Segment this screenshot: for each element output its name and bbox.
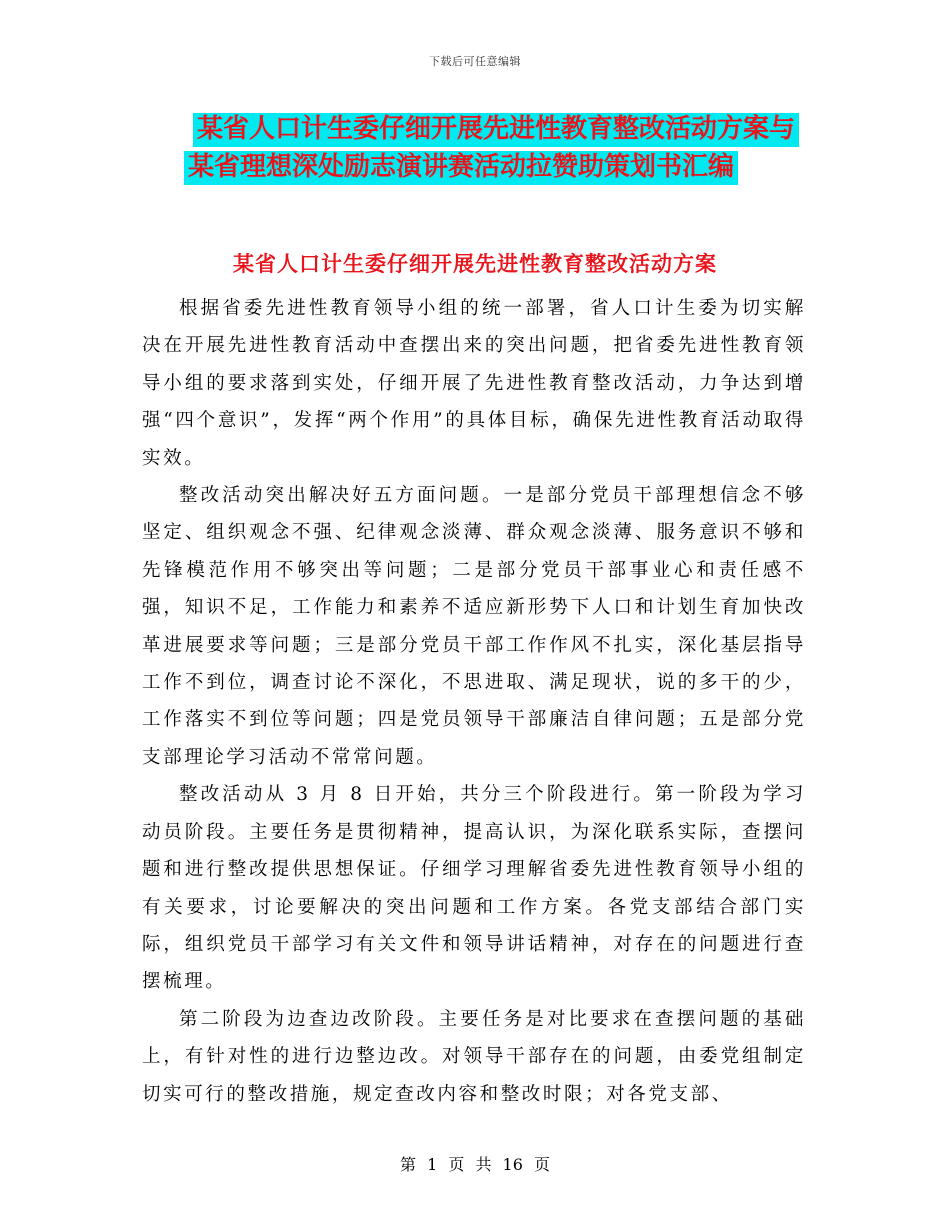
paragraph: 根据省委先进性教育领导小组的统一部署，省人口计生委为切实解决在开展先进性教育活动中查摆出来的突出问题，把省委先进性教育领导小组的要求落到实处，仔细开展了先进性教育整改活动，力争达到增强“四个意识”，发挥“两个作用”的具体目标，确保先进性教育活动取得实效。: [142, 298, 806, 469]
title-line-2-text: 某省理想深处励志演讲赛活动拉赞助策划书汇编: [184, 151, 738, 185]
page-footer: 第 1 页 共 16 页: [400, 1155, 550, 1174]
document-title-line-1: [193, 110, 810, 148]
page-header-note: 下载后可任意编辑: [429, 55, 521, 68]
section-title: 某省人口计生委仔细开展先进性教育整改活动方案: [233, 252, 717, 276]
paragraph: 整改活动从 3 月 8 日开始，共分三个阶段进行。第一阶段为学习动员阶段。主要任务是贯彻精神，提高认识，为深化联系实际，查摆问题和进行整改提供思想保证。仔细学习理解省委先进性教育领导小组的有关要求，讨论要解决的突出问题和工作方案。各党支部结合部门实际，组织党员干部学习有关文件和领导讲话精神，对存在的问题进行查摆梳理。: [142, 784, 806, 993]
paragraph: 整改活动突出解决好五方面问题。一是部分党员干部理想信念不够坚定、组织观念不强、纪律观念淡薄、群众观念淡薄、服务意识不够和先锋模范作用不够突出等问题；二是部分党员干部事业心和责任感不强，知识不足，工作能力和素养不适应新形势下人口和计划生育加快改革进展要求等问题；三是部分党员干部工作作风不扎实，深化基层指导工作不到位，调查讨论不深化，不思进取、满足现状，说的多干的少，工作落实不到位等问题；四是党员领导干部廉洁自律问题；五是部分党支部理论学习活动不常常问题。: [142, 485, 806, 768]
paragraph: 第二阶段为边查边改阶段。主要任务是对比要求在查摆问题的基础上，有针对性的进行边整边改。对领导干部存在的问题，由委党组制定切实可行的整改措施，规定查改内容和整改时限；对各党支部、: [142, 1008, 806, 1105]
document-title-line-2: [184, 148, 810, 186]
title-line-1-text: 某省人口计生委仔细开展先进性教育整改活动方案与: [193, 113, 799, 147]
document-body: [142, 290, 806, 1113]
document-title: [190, 110, 810, 186]
